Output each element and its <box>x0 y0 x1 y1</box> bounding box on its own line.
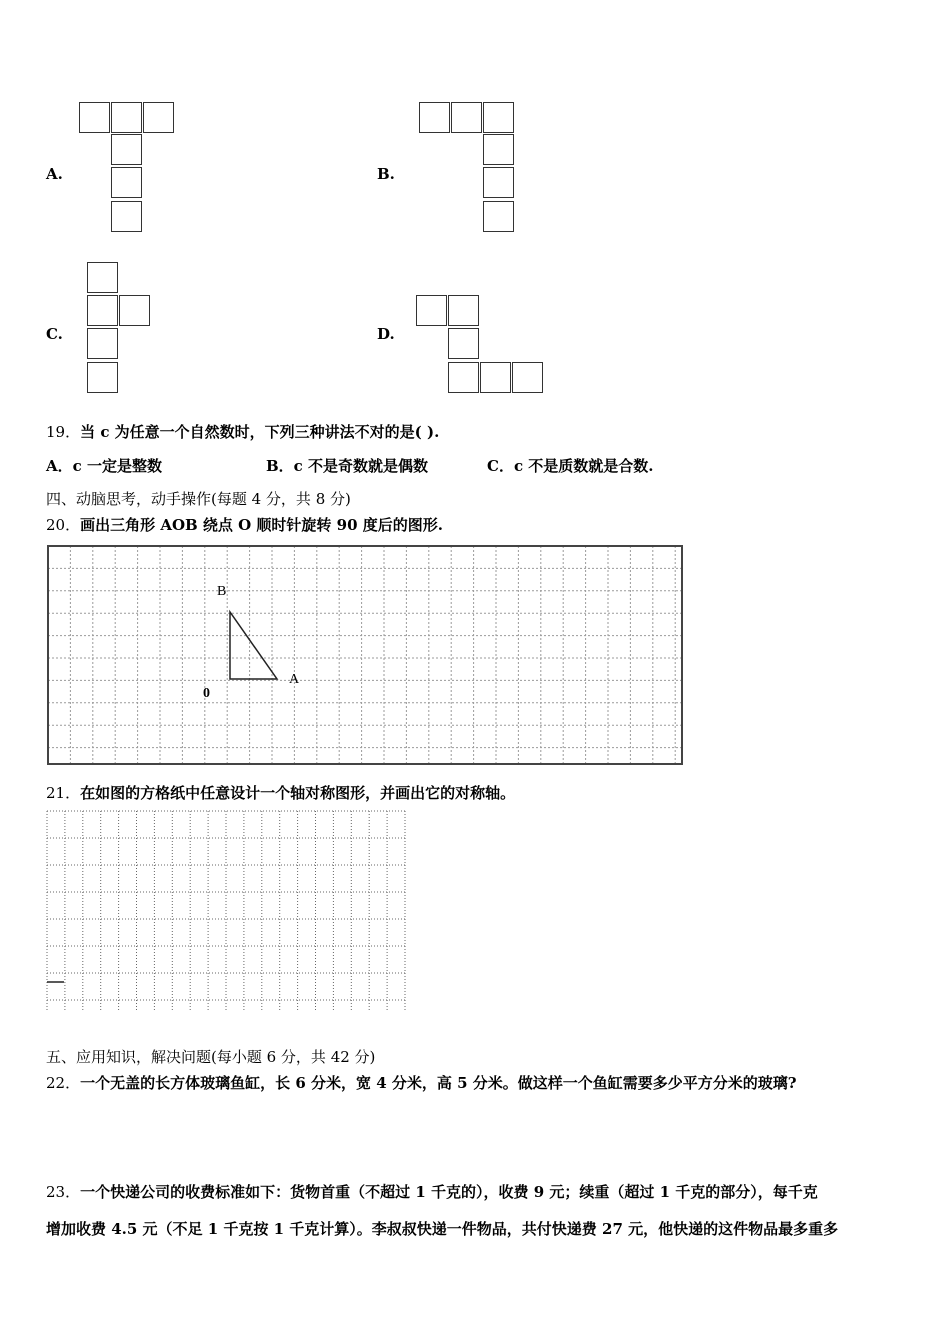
question-23-text-line-1: 一个快递公司的收费标准如下：货物首重（不超过 1 千克的），收费 9 元；续重（超过 1 千克的部分），每千克 <box>80 1183 818 1201</box>
triangle-aob <box>230 612 277 679</box>
question-19 <box>46 421 439 442</box>
question-19-choice-c[interactable]: C．c 不是质数就是合数. <box>487 457 654 475</box>
question-23-line-1 <box>46 1181 818 1202</box>
section-4-title: 四、动脑思考，动手操作(每题 4 分，共 8 分) <box>46 490 351 508</box>
q20-grid-figure[interactable] <box>46 544 684 766</box>
section-5-title: 五、应用知识，解决问题(每小题 6 分，共 42 分) <box>46 1048 376 1066</box>
question-20-text: 画出三角形 AOB 绕点 O 顺时针旋转 90 度后的图形. <box>80 516 443 534</box>
question-23-line-2: 增加收费 4.5 元（不足 1 千克按 1 千克计算）。李叔叔快递一件物品，共付快递费 27 元，他快递的这件物品最多重多 <box>46 1220 839 1238</box>
question-21-number: 21． <box>46 784 81 802</box>
question-22-number: 22． <box>46 1074 81 1092</box>
option-a-label[interactable]: A. <box>46 165 63 183</box>
option-c-label[interactable]: C. <box>46 325 63 343</box>
question-19-choice-a[interactable]: A．c 一定是整数 <box>46 457 162 475</box>
option-b-label[interactable]: B. <box>377 165 395 183</box>
q20-grid-border <box>48 546 682 764</box>
q21-grid-figure[interactable] <box>46 810 408 1012</box>
q21-grid-lines <box>47 811 405 1010</box>
point-a-label: A <box>289 672 300 687</box>
question-21-text: 在如图的方格纸中任意设计一个轴对称图形，并画出它的对称轴。 <box>80 784 516 802</box>
option-d-label[interactable]: D. <box>377 325 395 343</box>
question-19-number: 19． <box>46 423 81 441</box>
question-19-text: 当 c 为任意一个自然数时，下列三种讲法不对的是( ). <box>80 423 440 441</box>
question-19-choice-b[interactable]: B．c 不是奇数就是偶数 <box>266 457 429 475</box>
question-21 <box>46 782 515 803</box>
point-b-label: B <box>217 584 227 599</box>
q20-grid-lines <box>48 546 682 764</box>
point-o-label: 0 <box>203 686 210 701</box>
question-22-text: 一个无盖的长方体玻璃鱼缸，长 6 分米，宽 4 分米，高 5 分米。做这样一个鱼缸需要多少平方分米的玻璃? <box>80 1074 797 1092</box>
question-23-number: 23． <box>46 1183 81 1201</box>
question-20 <box>46 514 443 535</box>
question-22 <box>46 1072 797 1093</box>
question-20-number: 20． <box>46 516 81 534</box>
